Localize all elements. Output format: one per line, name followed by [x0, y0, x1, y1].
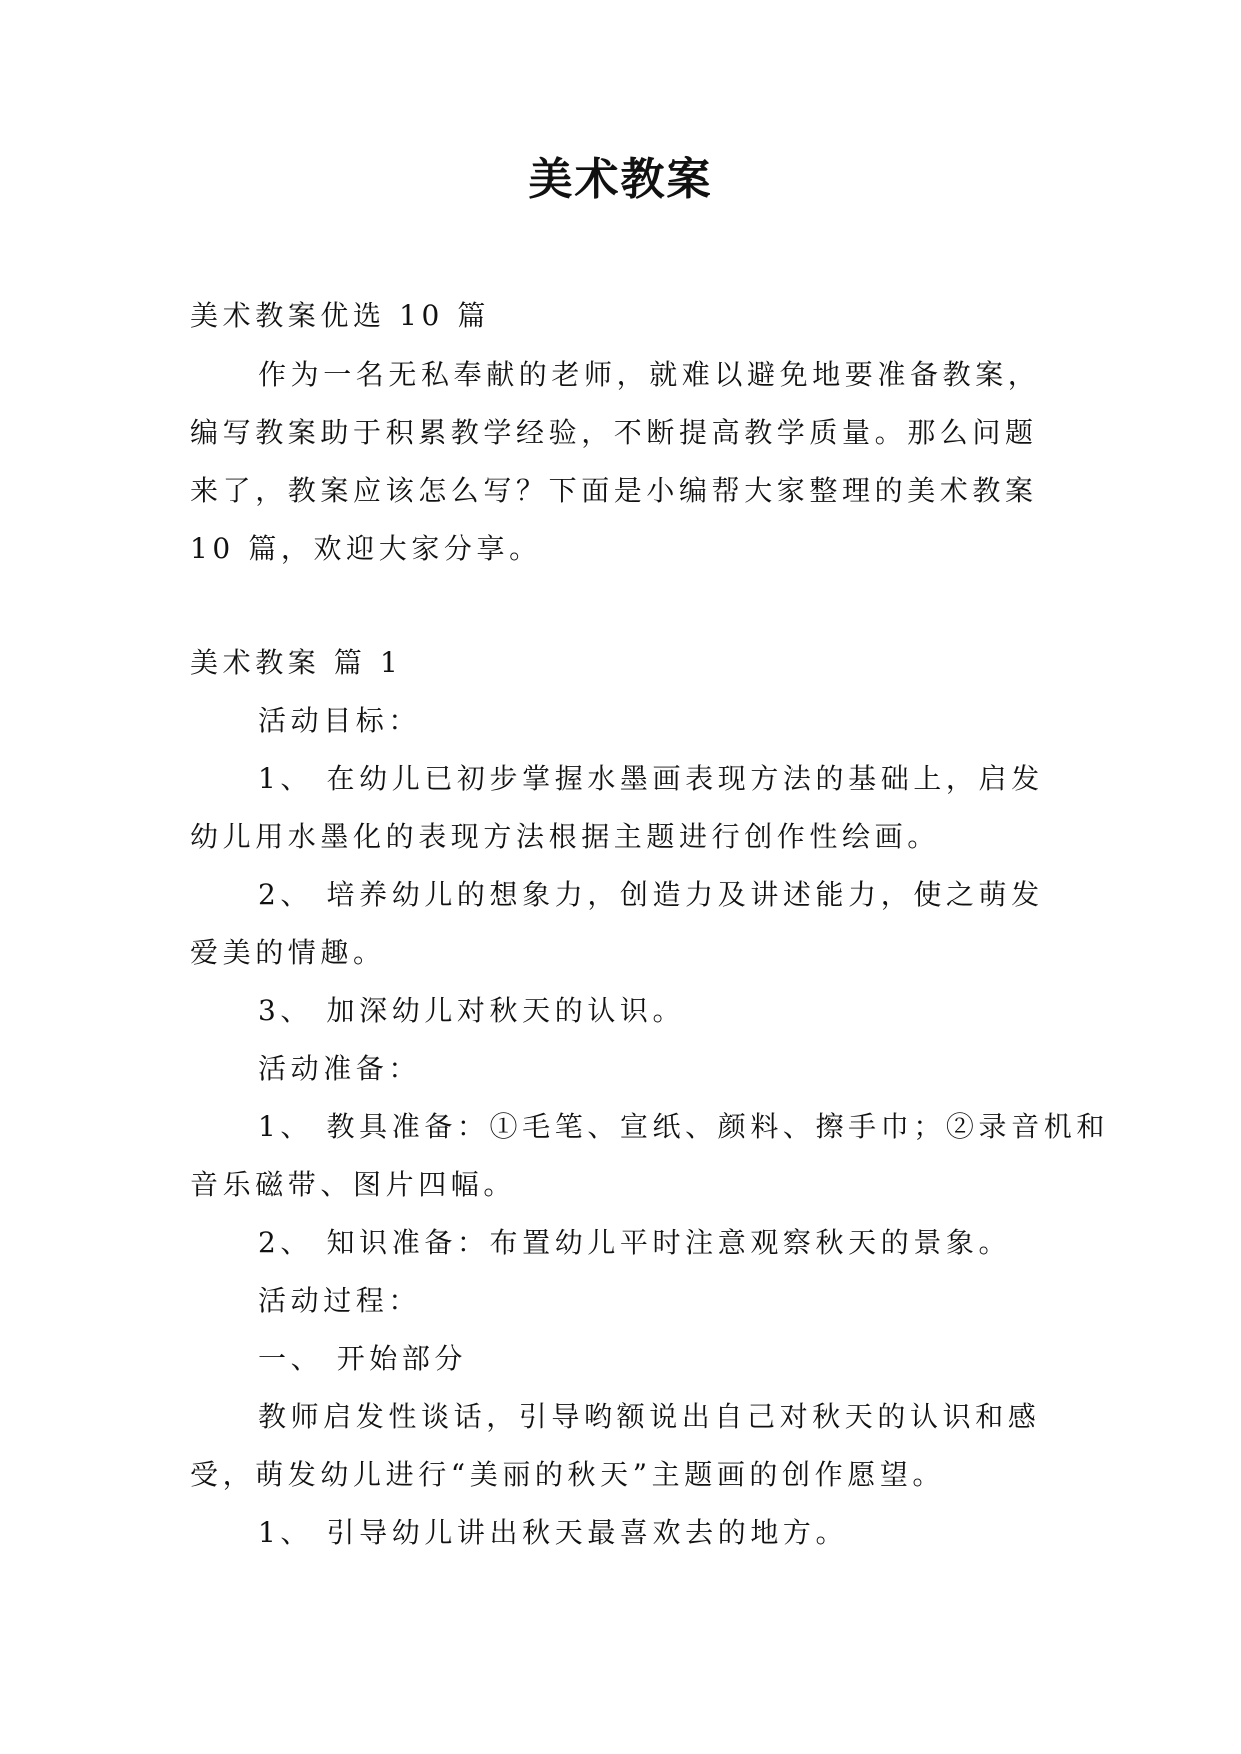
goals-heading: 活动目标： [258, 704, 422, 737]
goal-1-line-1: 1、 在幼儿已初步掌握水墨画表现方法的基础上，启发 [258, 762, 1044, 795]
goal-2-line-2: 爱美的情趣。 [190, 936, 386, 969]
part-1-text-line-2: 受，萌发幼儿进行“美丽的秋天”主题画的创作愿望。 [190, 1458, 946, 1491]
process-heading: 活动过程： [258, 1284, 422, 1317]
intro-line-3: 来了，教案应该怎么写？下面是小编帮大家整理的美术教案 [190, 474, 1038, 507]
document-subtitle: 美术教案优选 10 篇 [190, 299, 491, 332]
prep-1-line-2: 音乐磁带、图片四幅。 [190, 1168, 517, 1201]
prep-2: 2、 知识准备：布置幼儿平时注意观察秋天的景象。 [258, 1226, 1012, 1259]
prep-heading: 活动准备： [258, 1052, 422, 1085]
goal-2-line-1: 2、 培养幼儿的想象力，创造力及讲述能力，使之萌发 [258, 878, 1044, 911]
intro-line-1: 作为一名无私奉献的老师，就难以避免地要准备教案， [258, 358, 1041, 391]
goal-3: 3、 加深幼儿对秋天的认识。 [258, 994, 686, 1027]
section-heading: 美术教案 篇 1 [190, 646, 403, 679]
intro-line-2: 编写教案助于积累教学经验，不断提高教学质量。那么问题 [190, 416, 1038, 449]
step-1: 1、 引导幼儿讲出秋天最喜欢去的地方。 [258, 1516, 849, 1549]
document-title: 美术教案 [528, 154, 713, 205]
part-1-text-line-1: 教师启发性谈话，引导哟额说出自己对秋天的认识和感 [258, 1400, 1041, 1433]
prep-1-line-1: 1、 教具准备：①毛笔、宣纸、颜料、擦手巾；②录音机和 [258, 1110, 1109, 1143]
part-1-heading: 一、 开始部分 [258, 1342, 468, 1375]
goal-1-line-2: 幼儿用水墨化的表现方法根据主题进行创作性绘画。 [190, 820, 940, 853]
intro-line-4: 10 篇，欢迎大家分享。 [190, 532, 542, 565]
